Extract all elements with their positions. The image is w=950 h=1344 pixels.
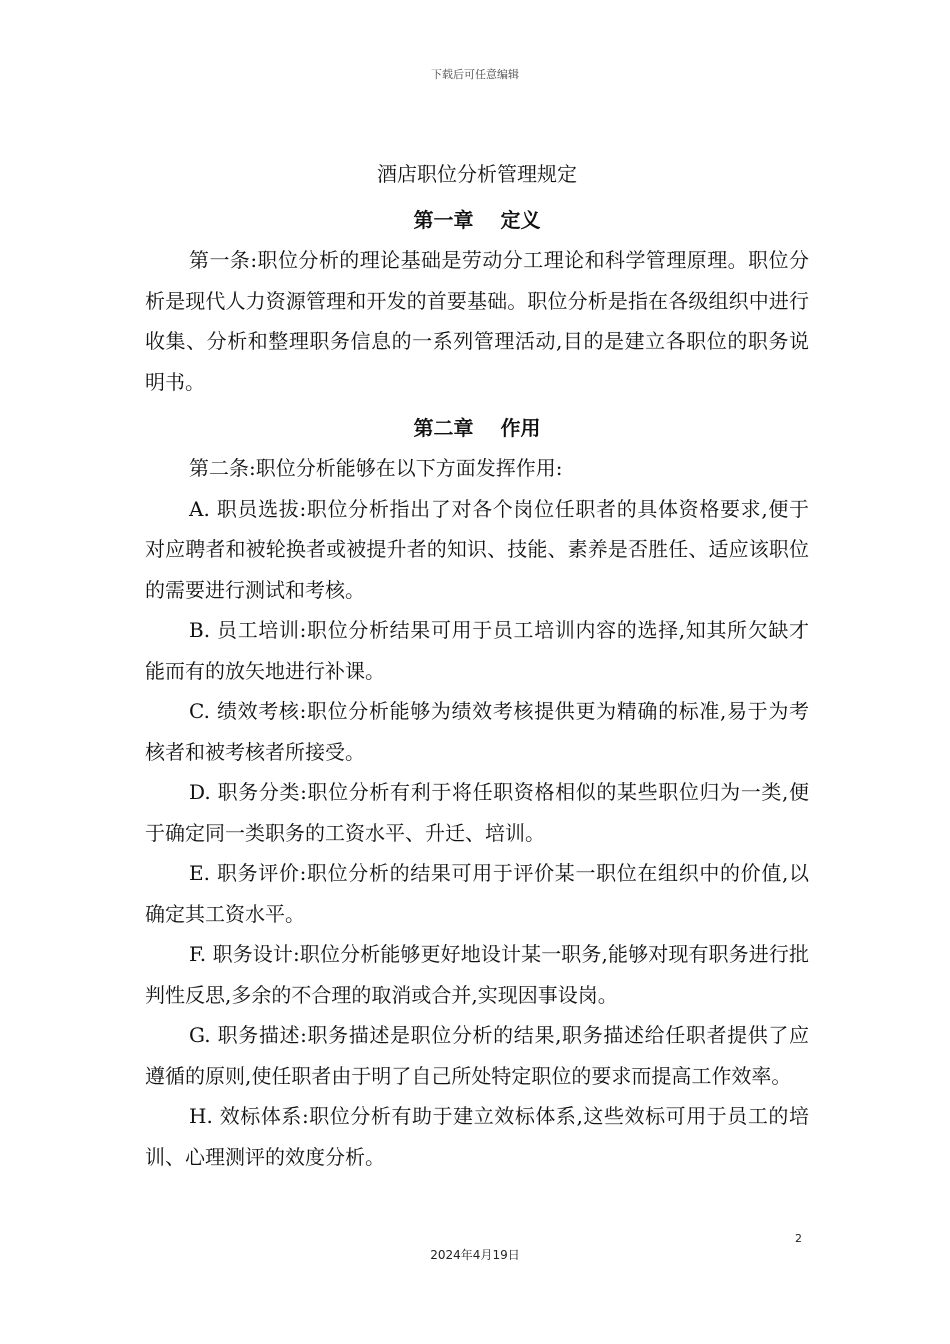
header-note: 下载后可任意编辑 (431, 68, 519, 81)
item-c-paragraph: C. 绩效考核:职位分析能够为绩效考核提供更为精确的标准,易于为考核者和被考核者所接受。 (145, 699, 809, 764)
chapter-1-heading: 第一章 定义 (413, 208, 541, 232)
page-number: 2 (795, 1232, 802, 1245)
article-2-intro: 第二条:职位分析能够在以下方面发挥作用: (189, 456, 563, 480)
document-body (145, 154, 809, 1177)
footer-date: 2024年4月19日 (430, 1248, 520, 1262)
item-d-paragraph: D. 职务分类:职位分析有利于将任职资格相似的某些职位归为一类,便于确定同一类职务的工资水平、升迁、培训。 (145, 780, 809, 845)
item-e-paragraph: E. 职务评价:职位分析的结果可用于评价某一职位在组织中的价值,以确定其工资水平。 (145, 861, 809, 926)
article-1-paragraph: 第一条:职位分析的理论基础是劳动分工理论和科学管理原理。职位分析是现代人力资源管理和开发的首要基础。职位分析是指在各级组织中进行收集、分析和整理职务信息的一系列管理活动,目的是建立各职位的职务说明书。 (145, 248, 809, 394)
item-a-paragraph: A. 职员选拔:职位分析指出了对各个岗位任职者的具体资格要求,便于对应聘者和被轮换者或被提升者的知识、技能、素养是否胜任、适应该职位的需要进行测试和考核。 (145, 496, 809, 602)
document-title: 酒店职位分析管理规定 (377, 162, 577, 186)
chapter-2-heading: 第二章 作用 (413, 416, 541, 440)
item-f-paragraph: F. 职务设计:职位分析能够更好地设计某一职务,能够对现有职务进行批判性反思,多余的不合理的取消或合并,实现因事设岗。 (145, 942, 809, 1007)
item-g-paragraph: G. 职务描述:职务描述是职位分析的结果,职务描述给任职者提供了应遵循的原则,使任职者由于明了自己所处特定职位的要求而提高工作效率。 (145, 1023, 809, 1088)
item-h-paragraph: H. 效标体系:职位分析有助于建立效标体系,这些效标可用于员工的培训、心理测评的效度分析。 (145, 1104, 809, 1169)
item-b-paragraph: B. 员工培训:职位分析结果可用于员工培训内容的选择,知其所欠缺才能而有的放矢地进行补课。 (145, 618, 809, 683)
